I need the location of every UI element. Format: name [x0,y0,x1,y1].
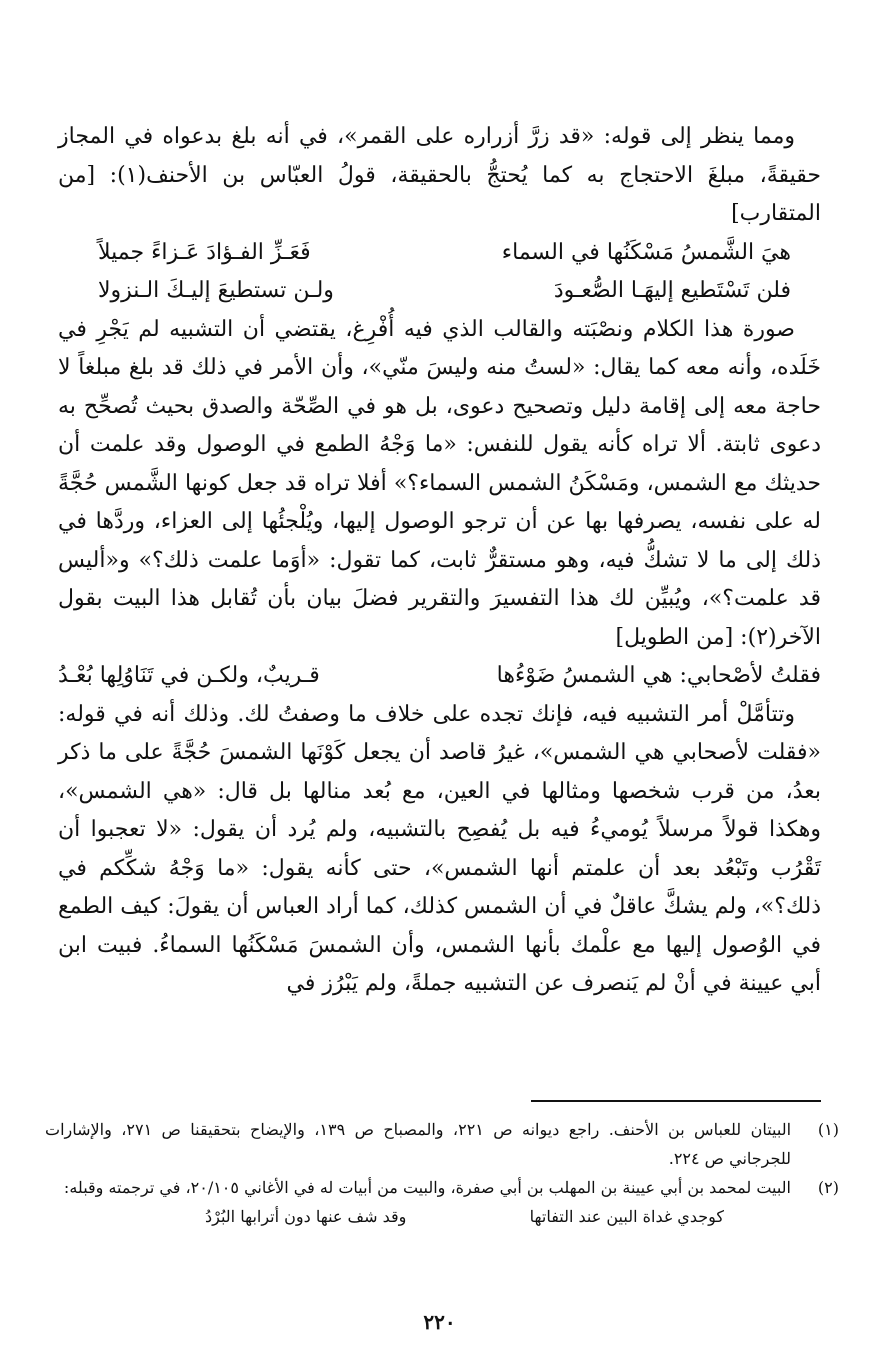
footnote-number: (٢) [817,1178,839,1197]
footnotes [45,1115,839,1231]
footnote-divider [531,1100,821,1102]
footnote-text: البيتان للعباس بن الأحنف. راجع ديوانه ص ٢٢١، والمصباح ص ١٣٩، والإيضاح بتحقيقنا ص ٢٧١، والإشارات للجرجاني ص ٢٢٤. [45,1120,792,1168]
paragraph-3: وتتأمَّلْ أمر التشبيه فيه، فإنك تجده على خلاف ما وصفتُ لك. وذلك أنه في قوله: «فقلت لأصحابي هي الشمس»، غيرُ قاصد أن يجعل كَوْنَها الشمسَ حُجَّةً على ما ذكر بعدُ، من قرب شخصها ومثالها في العين، مع بُعد منالها بل قال: «هي الشمس»، وهكذا قولاً مرسلاً يُوميءُ فيه بل يُفصِح بالتشبيه، ولم يُرد أن يقول: «لا تعجبوا أن تَقْرُب وتَبْعُد بعد أن علمتم أنها الشمس»، حتى كأنه يقول: «ما وَجْهُ شكِّكم في ذلك؟»، ولم يشكَّ عاقلٌ في أن الشمس كذلك، كما أراد العباس أن يقولَ: كيف الطمع في الوُصول إليها مع علْمك بأنها الشمس، وأن الشمسَ مَسْكَنُها السماءُ. فبيت ابن أبي عيينة في أنْ لم يَنصرف عن التشبيه جملةً، ولم يَبْرُز في [58,701,821,996]
hemistich-3b: قـريبٌ، ولكـن في تَنَاوُلِها بُعْـدُ [58,663,320,688]
poem-line-3 [58,657,821,696]
paragraph-2: صورة هذا الكلام ونصْبَته والقالب الذي فيه أُفْرِغ، يقتضي أن التشبيه لم يَجْرِ في خَلَده، وأنه معه كما يقال: «لستُ منه وليسَ منّي»، وأن الأمر في ذلك قد بلغ مبلغاً لا حاجة معه إلى إقامة دليل وتصحيح دعوى، بل هو في الصِّحّة والصدق بحيث تُصحِّح به دعوى ثابتة. ألا تراه كأنه يقول للنفس: «ما وَجْهُ الطمع في الوصول وقد علمت أن حديثك مع الشمس، ومَسْكَنُ الشمس السماء؟» أفلا تراه قد جعل كونها الشَّمس حُجَّةً له على نفسه، يصرفها بها عن أن ترجو الوصول إليها، ويُلْجئُها إلى العزاء، وردَّها في ذلك إلى ما لا تشكُّ فيه، وهو مستقرٌّ ثابت، كما تقول: «أوَما علمت ذلك؟» و«أليس قد علمت؟»، ويُبيِّن لك هذا التفسيرَ والتقرير فضلَ بيان بأن تُقابل هذا البيت بقول الآخر(٢): [من الطويل] [58,316,821,650]
page-number: ٢٢٠ [423,1310,456,1334]
hemistich-1a: هيَ الشَّمسُ مَسْكَنُها في السماء [501,239,791,265]
footnote-hemistich-b: وقد شف عنها دون أترابها البُرْدُ [205,1207,407,1226]
footnote-number: (١) [817,1120,839,1139]
hemistich-3a: فقلتُ لأصْحابي: هي الشمسُ ضَوْءُها [496,663,821,688]
hemistich-2b: ولـن تستطيعَ إليـكَ الـنزولا [98,278,334,303]
poem-line-1 [58,234,821,273]
footnote-text: البيت لمحمد بن أبي عيينة بن المهلب بن أبي صفرة، والبيت من أبيات له في الأغاني ٢٠/١٠٥، في ترجمته وقبله: [63,1178,791,1197]
footnote-poem-line [45,1202,839,1231]
paragraph-1: ومما ينظر إلى قوله: «قد زرَّ أزراره على القمر»، في أنه بلغ بدعواه في المجاز حقيقةً، مبلغَ الاحتجاج به كما يُحتجُّ بالحقيقة، قولُ العبّاس بن الأحنف(١): [من المتقارب] [58,124,821,226]
footnote-2 [45,1173,839,1202]
poem-line-2 [58,272,821,311]
hemistich-1b: فَعَـزِّ الفـؤادَ عَـزاءً جميلاً [98,239,311,265]
main-text [58,118,821,1004]
footnote-hemistich-a: كوجدي غداة البين عند التفاتها [529,1207,724,1226]
hemistich-2a: فلن تَسْتَطيع إليهَـا الصُّعـودَ [553,278,791,303]
footnote-1 [45,1115,839,1173]
